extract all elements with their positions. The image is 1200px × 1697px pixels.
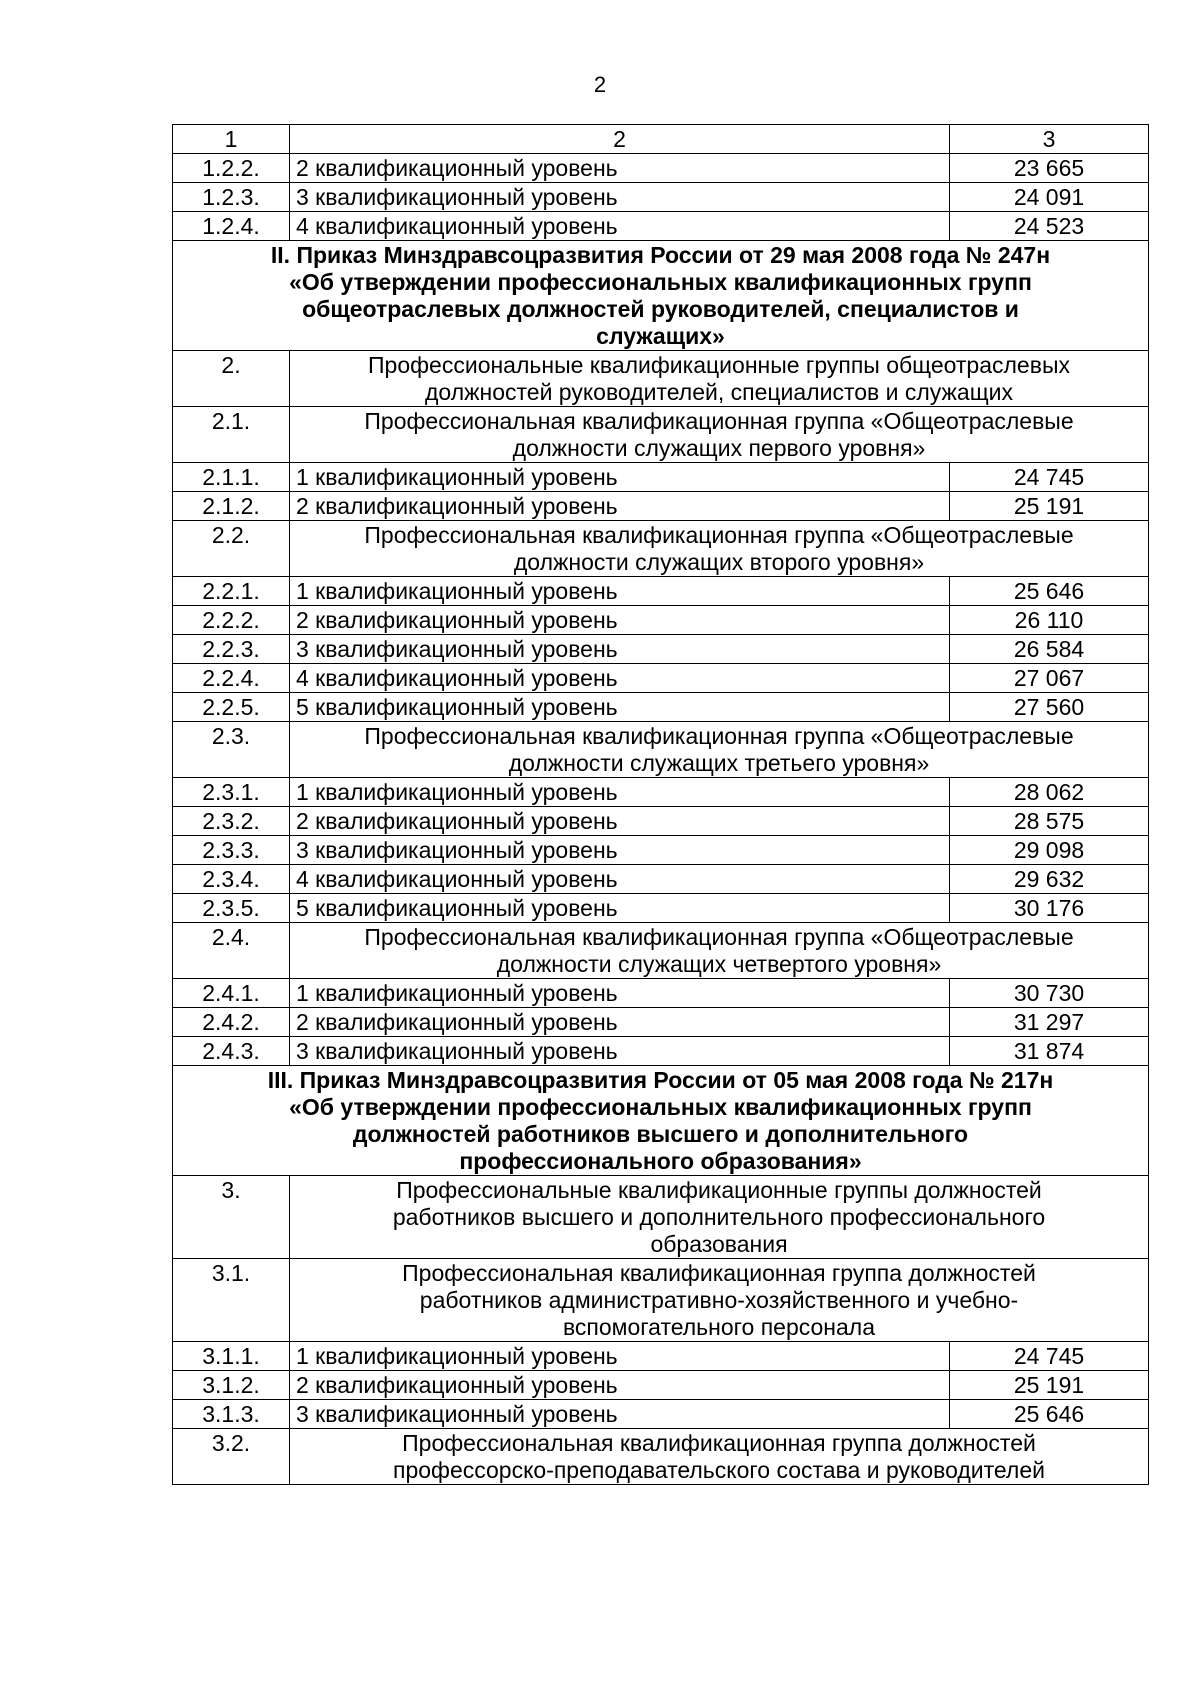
salary-value: 24 745 (950, 463, 1149, 492)
qualification-level-label: 5 квалификационный уровень (290, 693, 950, 722)
qualification-level-label: 1 квалификационный уровень (290, 778, 950, 807)
qualification-level-label: 3 квалификационный уровень (290, 1400, 950, 1429)
group-number: 3.2. (173, 1429, 290, 1485)
table-row (173, 492, 1149, 521)
row-number: 3.1.2. (173, 1371, 290, 1400)
group-title-line: вспомогательного персонала (562, 1314, 876, 1340)
page-number: 2 (593, 72, 607, 97)
group-row (173, 1429, 1149, 1485)
qualification-level-label: 2 квалификационный уровень (290, 606, 950, 635)
group-title-line: Профессиональные квалификационные группы должностей (396, 1177, 1042, 1203)
column-number-cell: 3 (950, 125, 1149, 154)
row-number: 2.2.4. (173, 664, 290, 693)
table-row (173, 664, 1149, 693)
qualification-level-label: 4 квалификационный уровень (290, 664, 950, 693)
group-title-line: должности служащих четвертого уровня» (496, 951, 942, 977)
qualification-level-label: 3 квалификационный уровень (290, 183, 950, 212)
salary-value: 29 632 (950, 865, 1149, 894)
table-row (173, 463, 1149, 492)
row-number: 2.1.2. (173, 492, 290, 521)
section-heading (173, 1066, 1149, 1176)
group-title (290, 521, 1149, 577)
qualification-level-label: 2 квалификационный уровень (290, 1371, 950, 1400)
section-heading-row (173, 241, 1149, 351)
group-title-line: Профессиональная квалификационная группа «Общеотраслевые (364, 924, 1074, 950)
column-number-cell: 1 (173, 125, 290, 154)
row-number: 2.3.3. (173, 836, 290, 865)
group-number: 2.3. (173, 722, 290, 778)
group-title (290, 1429, 1149, 1485)
row-number: 2.4.2. (173, 1008, 290, 1037)
group-title (290, 1176, 1149, 1259)
qualification-level-label: 2 квалификационный уровень (290, 154, 950, 183)
section-heading (173, 241, 1149, 351)
row-number: 2.2.2. (173, 606, 290, 635)
row-number: 3.1.3. (173, 1400, 290, 1429)
section-heading-row (173, 1066, 1149, 1176)
section-heading-line: III. Приказ Минздравсоцразвития России от 05 мая 2008 года № 217н (267, 1067, 1054, 1093)
group-title-line: Профессиональная квалификационная группа «Общеотраслевые (364, 408, 1074, 434)
group-title-line: Профессиональные квалификационные группы общеотраслевых (368, 352, 1070, 378)
qualification-level-label: 4 квалификационный уровень (290, 212, 950, 241)
qualification-level-label: 2 квалификационный уровень (290, 1008, 950, 1037)
group-title (290, 722, 1149, 778)
group-row (173, 923, 1149, 979)
group-title-line: Профессиональная квалификационная группа должностей (402, 1260, 1036, 1286)
group-row (173, 1176, 1149, 1259)
salary-value: 26 110 (950, 606, 1149, 635)
table-row (173, 1400, 1149, 1429)
row-number: 2.4.1. (173, 979, 290, 1008)
group-title-line: должности служащих второго уровня» (513, 549, 925, 575)
qualification-level-label: 2 квалификационный уровень (290, 807, 950, 836)
qualification-level-label: 3 квалификационный уровень (290, 836, 950, 865)
salary-value: 28 062 (950, 778, 1149, 807)
row-number: 2.3.5. (173, 894, 290, 923)
table-row (173, 836, 1149, 865)
qualification-level-label: 1 квалификационный уровень (290, 577, 950, 606)
group-row (173, 407, 1149, 463)
table-row (173, 183, 1149, 212)
table-row (173, 693, 1149, 722)
salary-value: 23 665 (950, 154, 1149, 183)
group-title-line: Профессиональная квалификационная группа должностей (402, 1430, 1036, 1456)
table-row (173, 606, 1149, 635)
group-number: 3.1. (173, 1259, 290, 1342)
group-row (173, 351, 1149, 407)
salary-value: 25 191 (950, 492, 1149, 521)
group-row (173, 722, 1149, 778)
qualification-level-label: 3 квалификационный уровень (290, 635, 950, 664)
group-title-line: Профессиональная квалификационная группа «Общеотраслевые (364, 522, 1074, 548)
group-title (290, 923, 1149, 979)
group-number: 2.1. (173, 407, 290, 463)
table-row (173, 894, 1149, 923)
salary-value: 25 646 (950, 1400, 1149, 1429)
group-number: 2.4. (173, 923, 290, 979)
group-title-line: должностей руководителей, специалистов и служащих (425, 379, 1013, 405)
table-row (173, 154, 1149, 183)
table-body (173, 125, 1149, 1485)
group-row (173, 1259, 1149, 1342)
table-row (173, 1008, 1149, 1037)
group-title-line: работников высшего и дополнительного профессионального (392, 1204, 1046, 1230)
qualification-level-label: 3 квалификационный уровень (290, 1037, 950, 1066)
salary-value: 29 098 (950, 836, 1149, 865)
table-row (173, 212, 1149, 241)
table-row (173, 1342, 1149, 1371)
group-title (290, 351, 1149, 407)
row-number: 2.2.5. (173, 693, 290, 722)
salary-value: 27 067 (950, 664, 1149, 693)
row-number: 2.4.3. (173, 1037, 290, 1066)
salary-value: 24 091 (950, 183, 1149, 212)
row-number: 2.2.3. (173, 635, 290, 664)
group-title-line: образования (650, 1231, 788, 1257)
salary-value: 30 176 (950, 894, 1149, 923)
group-title-line: должности служащих первого уровня» (512, 435, 926, 461)
qualification-level-label: 1 квалификационный уровень (290, 463, 950, 492)
row-number: 1.2.2. (173, 154, 290, 183)
salary-value: 27 560 (950, 693, 1149, 722)
qualification-level-label: 1 квалификационный уровень (290, 979, 950, 1008)
row-number: 2.2.1. (173, 577, 290, 606)
qualification-level-label: 5 квалификационный уровень (290, 894, 950, 923)
group-title-line: Профессиональная квалификационная группа «Общеотраслевые (364, 723, 1074, 749)
row-number: 2.3.2. (173, 807, 290, 836)
group-number: 3. (173, 1176, 290, 1259)
table-row (173, 979, 1149, 1008)
group-title (290, 407, 1149, 463)
row-number: 1.2.4. (173, 212, 290, 241)
salary-value: 25 646 (950, 577, 1149, 606)
salary-value: 24 745 (950, 1342, 1149, 1371)
section-heading-line: должностей работников высшего и дополнительного (352, 1121, 969, 1147)
section-heading-line: общеотраслевых должностей руководителей, специалистов и (302, 296, 1019, 322)
salary-value: 24 523 (950, 212, 1149, 241)
row-number: 2.3.1. (173, 778, 290, 807)
group-number: 2.2. (173, 521, 290, 577)
group-title-line: должности служащих третьего уровня» (508, 750, 930, 776)
salary-value: 30 730 (950, 979, 1149, 1008)
section-heading-line: «Об утверждении профессиональных квалификационных групп (289, 269, 1032, 295)
section-heading-line: профессионального образования» (459, 1148, 862, 1174)
salary-value: 31 874 (950, 1037, 1149, 1066)
salary-value: 25 191 (950, 1371, 1149, 1400)
qualification-level-label: 1 квалификационный уровень (290, 1342, 950, 1371)
table-row (173, 1037, 1149, 1066)
row-number: 2.1.1. (173, 463, 290, 492)
group-row (173, 521, 1149, 577)
salary-value: 28 575 (950, 807, 1149, 836)
column-number-cell: 2 (290, 125, 950, 154)
group-title-line: профессорско-преподавательского состава и руководителей (392, 1457, 1045, 1483)
qualification-level-label: 2 квалификационный уровень (290, 492, 950, 521)
table-row (173, 807, 1149, 836)
table-row (173, 1371, 1149, 1400)
group-number: 2. (173, 351, 290, 407)
row-number: 3.1.1. (173, 1342, 290, 1371)
table-row (173, 778, 1149, 807)
table-row (173, 865, 1149, 894)
group-title-line: работников административно-хозяйственного и учебно- (419, 1287, 1019, 1313)
salary-table (172, 124, 1149, 1485)
row-number: 1.2.3. (173, 183, 290, 212)
section-heading-line: «Об утверждении профессиональных квалификационных групп (289, 1094, 1032, 1120)
salary-value: 26 584 (950, 635, 1149, 664)
table-row (173, 635, 1149, 664)
row-number: 2.3.4. (173, 865, 290, 894)
section-heading-line: служащих» (596, 323, 725, 349)
qualification-level-label: 4 квалификационный уровень (290, 865, 950, 894)
column-number-row (173, 125, 1149, 154)
salary-value: 31 297 (950, 1008, 1149, 1037)
group-title (290, 1259, 1149, 1342)
table-row (173, 577, 1149, 606)
section-heading-line: II. Приказ Минздравсоцразвития России от 29 мая 2008 года № 247н (270, 242, 1051, 268)
